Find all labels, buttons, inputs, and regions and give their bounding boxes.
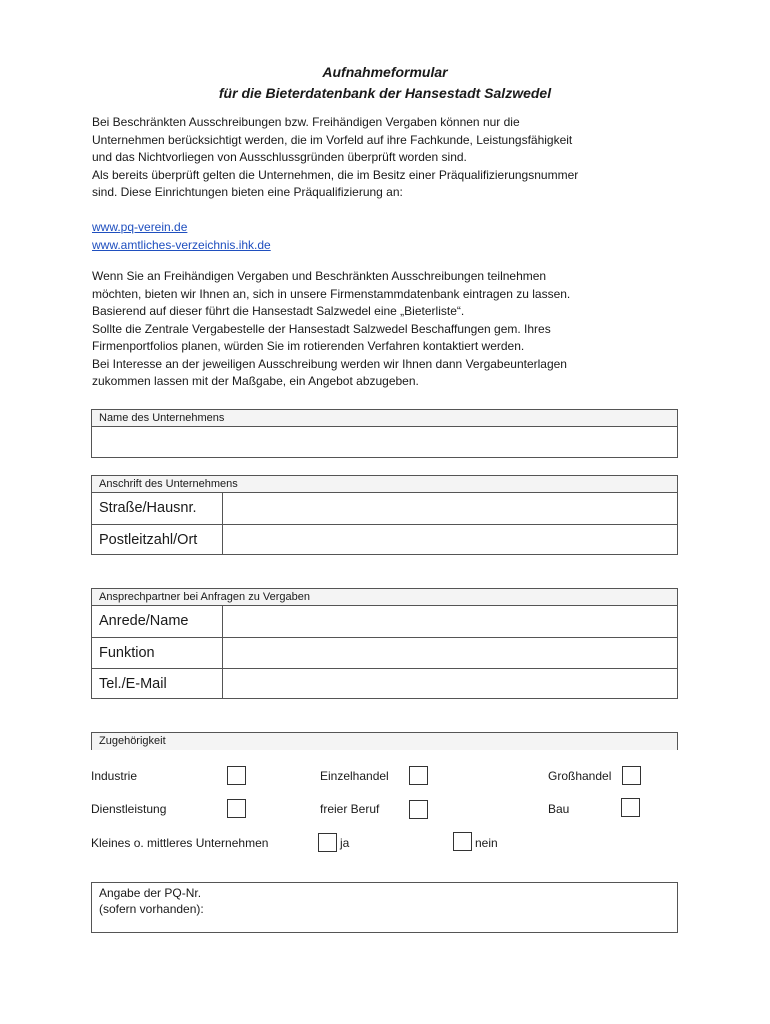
intro-line: Als bereits überprüft gelten die Unternehmen, die im Besitz einer Präqualifizierungsnummer — [92, 167, 579, 182]
checkbox-freier-beruf[interactable] — [409, 800, 428, 819]
body-line: Firmenportfolios planen, würden Sie im rotierenden Verfahren kontaktiert werden. — [92, 339, 525, 353]
pq-number-field[interactable] — [91, 882, 678, 933]
salutation-name-field[interactable] — [223, 606, 677, 637]
intro-line: Bei Beschränkten Ausschreibungen bzw. Freihändigen Vergaben können nur die — [92, 115, 520, 129]
contact-header: Ansprechpartner bei Anfragen zu Vergaben — [92, 589, 677, 606]
option-einzelhandel-label: Einzelhandel — [320, 769, 389, 783]
company-name-header: Name des Unternehmens — [92, 410, 677, 427]
option-bau-label: Bau — [548, 802, 570, 816]
body-line: Sollte die Zentrale Vergabestelle der Hansestadt Salzwedel Beschaffungen gem. Ihres — [92, 321, 551, 336]
address-section — [91, 475, 678, 555]
checkbox-kmu-ja[interactable] — [318, 833, 337, 852]
contact-row-phone — [92, 668, 677, 699]
affiliation-header: Zugehörigkeit — [92, 733, 677, 750]
option-grosshandel-label: Großhandel — [548, 769, 612, 783]
street-field[interactable] — [223, 493, 677, 524]
pq-number-label — [99, 885, 204, 917]
zip-city-label: Postleitzahl/Ort — [92, 525, 223, 555]
contact-section — [91, 588, 678, 699]
kmu-ja-label: ja — [340, 836, 350, 850]
phone-email-field[interactable] — [223, 669, 677, 699]
pq-number-label-line2: (sofern vorhanden): — [99, 902, 204, 916]
link-amtliches-verzeichnis[interactable]: www.amtliches-verzeichnis.ihk.de — [92, 237, 271, 252]
address-row-street — [92, 493, 677, 524]
checkbox-grosshandel[interactable] — [622, 766, 641, 785]
option-industrie-label: Industrie — [91, 769, 138, 783]
phone-email-label: Tel./E-Mail — [92, 669, 223, 699]
function-label: Funktion — [92, 638, 223, 668]
checkbox-einzelhandel[interactable] — [409, 766, 428, 785]
pq-number-label-line1: Angabe der PQ-Nr. — [99, 886, 202, 900]
form-subtitle: für die Bieterdatenbank der Hansestadt Salzwedel — [218, 85, 552, 101]
company-name-field[interactable] — [92, 427, 677, 458]
body-text — [92, 268, 692, 391]
intro-text — [92, 114, 692, 202]
checkbox-dienstleistung[interactable] — [227, 799, 246, 818]
kmu-nein-label: nein — [475, 836, 498, 850]
intro-line: Unternehmen berücksichtigt werden, die im Vorfeld auf ihre Fachkunde, Leistungsfähigkeit — [92, 132, 573, 147]
zip-city-field[interactable] — [223, 525, 677, 555]
body-line: Wenn Sie an Freihändigen Vergaben und Beschränkten Ausschreibungen teilnehmen — [92, 269, 547, 283]
option-dienstleistung-label: Dienstleistung — [91, 802, 167, 816]
checkbox-industrie[interactable] — [227, 766, 246, 785]
checkbox-kmu-nein[interactable] — [453, 832, 472, 851]
contact-row-function — [92, 637, 677, 668]
form-title: Aufnahmeformular — [322, 64, 448, 80]
body-line: Basierend auf dieser führt die Hansestadt Salzwedel eine „Bieterliste“. — [92, 304, 465, 318]
body-line: Bei Interesse an der jeweiligen Ausschreibung werden wir Ihnen dann Vergabeunterlagen — [92, 356, 567, 371]
address-header: Anschrift des Unternehmens — [92, 476, 677, 493]
link-pq-verein[interactable]: www.pq-verein.de — [92, 220, 188, 234]
option-freier-beruf-label: freier Beruf — [320, 802, 380, 816]
salutation-name-label: Anrede/Name — [92, 606, 223, 637]
body-line: zukommen lassen mit der Maßgabe, ein Angebot abzugeben. — [92, 374, 419, 388]
body-line: möchten, bieten wir Ihnen an, sich in unsere Firmenstammdatenbank eintragen zu lassen. — [92, 286, 571, 301]
intro-line: sind. Diese Einrichtungen bieten eine Präqualifizierung an: — [92, 185, 403, 199]
kmu-label: Kleines o. mittleres Unternehmen — [91, 836, 269, 850]
contact-row-name — [92, 606, 677, 637]
street-label: Straße/Hausnr. — [92, 493, 223, 524]
affiliation-section — [91, 732, 678, 750]
pq-links — [92, 219, 692, 254]
company-name-section — [91, 409, 678, 458]
address-row-city — [92, 524, 677, 555]
checkbox-bau[interactable] — [621, 798, 640, 817]
function-field[interactable] — [223, 638, 677, 668]
intro-line: und das Nichtvorliegen von Ausschlussgründen überprüft worden sind. — [92, 150, 467, 164]
